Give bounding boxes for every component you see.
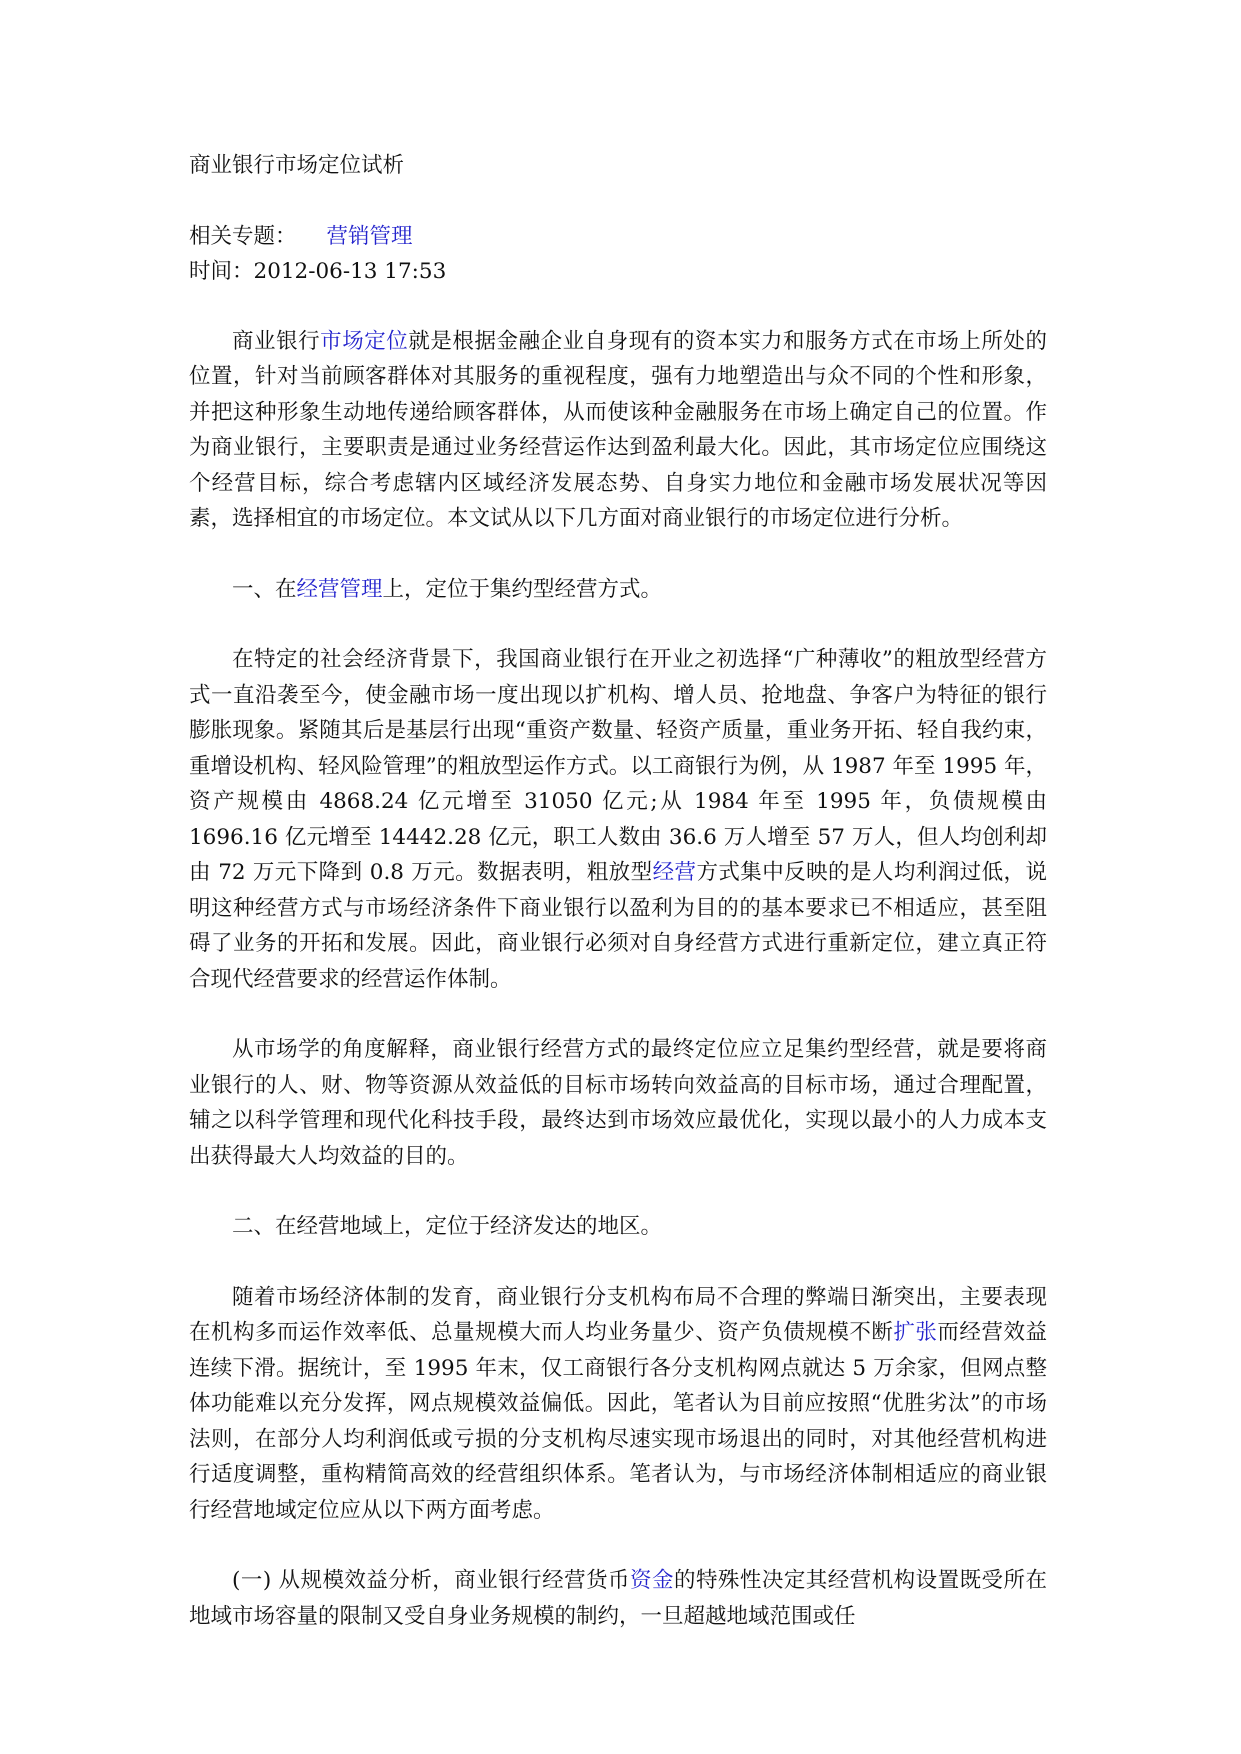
paragraph-intensive-operation: 从市场学的角度解释，商业银行经营方式的最终定位应立足集约型经营，就是要将商业银行的人、财、物等资源从效益低的目标市场转向效益高的目标市场，通过合理配置，辅之以科学管理和现代化科技手段，最终达到市场效应最优化，实现以最小的人力成本支出获得最大人均效益的目的。: [189, 1037, 1047, 1169]
time-value: 2012-06-13 17:53: [253, 259, 447, 284]
link-business-management[interactable]: 经营管理: [296, 576, 383, 602]
paragraph-scale-efficiency: (一) 从规模效益分析，商业银行经营货币资金的特殊性决定其经营机构设置既受所在地域市场容量的限制又受自身业务规模的制约，一旦超越地域范围或任: [189, 1568, 1047, 1629]
section-heading-1: 一、在经营管理上，定位于集约型经营方式。: [232, 576, 663, 602]
topic-link[interactable]: 营销管理: [326, 223, 413, 249]
paragraph-extensive-operation: 在特定的社会经济背景下，我国商业银行在开业之初选择“广种薄收”的粗放型经营方式一直沿袭至今，使金融市场一度出现以扩机构、增人员、抢地盘、争客户为特征的银行膨胀现象。紧随其后是基层行出现“重资产数量、轻资产质量，重业务开拓、轻自我约束，重增设机构、轻风险管理”的粗放型运作方式。以工商银行为例，从 1987 年至 1995 年，资产规模由 4868.24 亿元增至 31050 亿元;从 1984 年至 1995 年，负债规模由 1696.16 亿元增至 14442.28 亿元，职工人数由 36.6 万人增至 57 万人，但人均创利却由 72 万元下降到 0.8 万元。数据表明，粗放型经营方式集中反映的是人均利润过低，说明这种经营方式与市场经济条件下商业银行以盈利为目的的基本要求已不相适应，甚至阻碍了业务的开拓和发展。因此，商业银行必须对自身经营方式进行重新定位，建立真正符合现代经营要求的经营运作体制。: [189, 647, 1047, 992]
article-title: 商业银行市场定位试析: [189, 153, 405, 178]
article: [189, 148, 1047, 1634]
section-heading-2: 二、在经营地域上，定位于经济发达的地区。: [232, 1214, 663, 1239]
link-funds[interactable]: 资金: [630, 1568, 674, 1593]
link-operation[interactable]: 经营: [652, 860, 697, 885]
paragraph-branch-layout: 随着市场经济体制的发育，商业银行分支机构布局不合理的弊端日渐突出，主要表现在机构多而运作效率低、总量规模大而人均业务量少、资产负债规模不断扩张而经营效益连续下滑。据统计，至 1995 年末，仅工商银行各分支机构网点就达 5 万余家，但网点整体功能难以充分发挥，网点规模效益偏低。因此，笔者认为目前应按照“优胜劣汰”的市场法则，在部分人均利润低或亏损的分支机构尽速实现市场退出的同时，对其他经营机构进行适度调整，重构精简高效的经营组织体系。笔者认为，与市场经济体制相适应的商业银行经营地域定位应从以下两方面考虑。: [189, 1284, 1047, 1523]
time-line: [189, 254, 1047, 290]
time-label: 时间：: [189, 259, 254, 284]
link-market-positioning[interactable]: 市场定位: [320, 328, 409, 354]
topic-label: 相关专题：: [189, 223, 297, 249]
link-expansion[interactable]: 扩张: [893, 1320, 938, 1345]
paragraph-intro: 商业银行市场定位就是根据金融企业自身现有的资本实力和服务方式在市场上所处的位置，针对当前顾客群体对其服务的重视程度，强有力地塑造出与众不同的个性和形象，并把这种形象生动地传递给顾客群体，从而使该种金融服务在市场上确定自己的位置。作为商业银行，主要职责是通过业务经营运作达到盈利最大化。因此，其市场定位应围绕这个经营目标，综合考虑辖内区域经济发展态势、自身实力地位和金融市场发展状况等因素，选择相宜的市场定位。本文试从以下几方面对商业银行的市场定位进行分析。: [189, 328, 1047, 531]
topic-line: [189, 219, 1047, 255]
